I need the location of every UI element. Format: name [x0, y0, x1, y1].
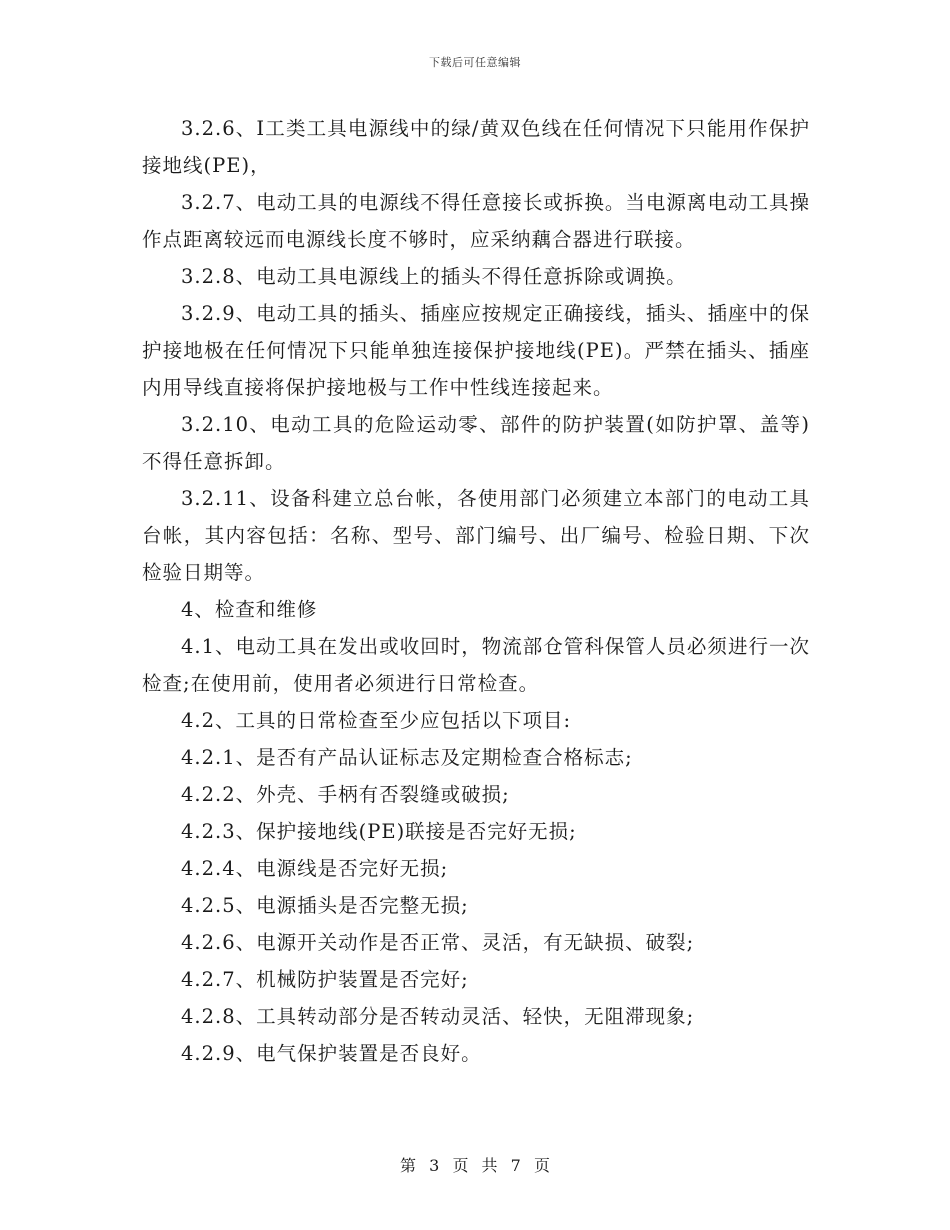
- list-item: 4.2.1、是否有产品认证标志及定期检查合格标志;: [181, 746, 633, 769]
- list-item: 4.2.5、电源插头是否完整无损;: [181, 894, 469, 917]
- paragraph: 3.2.11、设备科建立总台帐，各使用部门必须建立本部门的电动工具台帐，其内容包括：名称、型号、部门编号、出厂编号、检验日期、下次检验日期等。: [142, 487, 810, 584]
- list-item: 4.2.8、工具转动部分是否转动灵活、轻快，无阻滞现象;: [181, 1005, 695, 1028]
- list-item: 4.2.9、电气保护装置是否良好。: [181, 1042, 482, 1065]
- paragraph: 3.2.7、电动工具的电源线不得任意接长或拆换。当电源离电动工具操作点距离较远而电源线长度不够时，应采纳藕合器进行联接。: [142, 191, 810, 251]
- page-footer: [0, 1153, 950, 1176]
- footer-label-ye: 页: [452, 1156, 469, 1175]
- section-heading: 4、检查和维修: [181, 598, 318, 621]
- list-item: 4.2.3、保护接地线(PE)联接是否完好无损;: [181, 820, 577, 843]
- paragraph: 4.2、工具的日常检查至少应包括以下项目:: [181, 709, 572, 732]
- paragraph: 3.2.6、Ⅰ工类工具电源线中的绿/黄双色线在任何情况下只能用作保护接地线(PE)，: [142, 117, 810, 177]
- current-page-number: 3: [429, 1156, 440, 1175]
- footer-label-di: 第: [400, 1156, 417, 1175]
- list-item: 4.2.2、外壳、手柄有否裂缝或破损;: [181, 783, 510, 806]
- paragraph: 3.2.8、电动工具电源线上的插头不得任意拆除或调换。: [181, 265, 687, 288]
- paragraph: 3.2.10、电动工具的危险运动零、部件的防护装置(如防护罩、盖等)不得任意拆卸。: [142, 413, 810, 473]
- footer-label-gong: 共: [481, 1156, 498, 1175]
- footer-label-ye2: 页: [533, 1156, 550, 1175]
- list-item: 4.2.7、机械防护装置是否完好;: [181, 968, 469, 991]
- list-item: 4.2.4、电源线是否完好无损;: [181, 857, 449, 880]
- list-item: 4.2.6、电源开关动作是否正常、灵活，有无缺损、破裂;: [181, 931, 695, 954]
- paragraph: 4.1、电动工具在发出或收回时，物流部仓管科保管人员必须进行一次检查;在使用前，使用者必须进行日常检查。: [142, 635, 810, 695]
- total-page-number: 7: [510, 1156, 521, 1175]
- document-body: [142, 110, 810, 1072]
- paragraph: 3.2.9、电动工具的插头、插座应按规定正确接线，插头、插座中的保护接地极在任何情况下只能单独连接保护接地线(PE)。严禁在插头、插座内用导线直接将保护接地极与工作中性线连接起来。: [142, 302, 810, 399]
- page-header: 下载后可任意编辑: [429, 56, 521, 69]
